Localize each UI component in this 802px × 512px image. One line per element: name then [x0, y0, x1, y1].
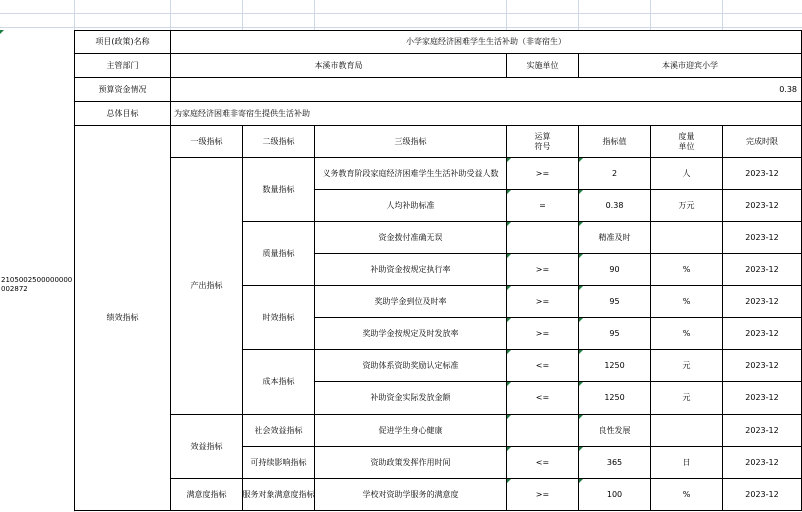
row-deadline[interactable]: 2023-12: [722, 253, 802, 286]
row-unit[interactable]: 日: [650, 446, 723, 479]
lvl2-timeliness[interactable]: 时效指标: [242, 285, 315, 350]
cell-marker: [579, 318, 583, 322]
grid-row-line: [0, 13, 802, 14]
lvl1-output[interactable]: 产出指标: [170, 157, 243, 415]
header-value[interactable]: 指标值: [578, 125, 651, 158]
row-unit[interactable]: [650, 414, 723, 447]
row-deadline[interactable]: 2023-12: [722, 157, 802, 190]
row-operator[interactable]: >=: [506, 157, 579, 190]
cell-marker: [507, 479, 511, 483]
row-value[interactable]: 2: [578, 157, 651, 190]
row-operator[interactable]: <=: [506, 349, 579, 382]
row-operator[interactable]: =: [506, 189, 579, 222]
lvl2-service[interactable]: 服务对象满意度指标: [242, 478, 315, 511]
project-name-value[interactable]: 小学家庭经济困难学生生活补助（非寄宿生）: [170, 30, 802, 54]
cell-marker: [0, 30, 4, 34]
row-operator[interactable]: >=: [506, 478, 579, 511]
row-indicator[interactable]: 补助资金实际发放金额: [314, 381, 507, 415]
row-operator[interactable]: [506, 221, 579, 254]
cell-marker: [507, 415, 511, 419]
row-indicator[interactable]: 资助体系资助奖励认定标准: [314, 349, 507, 382]
row-deadline[interactable]: 2023-12: [722, 414, 802, 447]
header-op[interactable]: 运算 符号: [506, 125, 579, 158]
header-unit[interactable]: 度量 单位: [650, 125, 723, 158]
goal-label[interactable]: 总体目标: [74, 101, 171, 126]
cell-marker: [579, 286, 583, 290]
row-value[interactable]: 1250: [578, 349, 651, 382]
goal-value[interactable]: 为家庭经济困难非寄宿生提供生活补助: [170, 101, 802, 126]
lvl1-satisfaction[interactable]: 满意度指标: [170, 478, 243, 511]
row-deadline[interactable]: 2023-12: [722, 478, 802, 511]
row-indicator[interactable]: 补助资金按规定执行率: [314, 253, 507, 286]
row-unit[interactable]: [650, 221, 723, 254]
row-indicator[interactable]: 资助政策发挥作用时间: [314, 446, 507, 479]
header-lvl3[interactable]: 三级指标: [314, 125, 507, 158]
grid-col-line: [242, 0, 243, 30]
lvl2-quantity[interactable]: 数量指标: [242, 157, 315, 222]
cell-marker: [579, 447, 583, 451]
cell-marker: [579, 222, 583, 226]
row-operator[interactable]: [506, 414, 579, 447]
cell-marker: [507, 286, 511, 290]
row-operator[interactable]: <=: [506, 381, 579, 415]
grid-col-line: [506, 0, 507, 30]
cell-marker: [579, 158, 583, 162]
row-value[interactable]: 365: [578, 446, 651, 479]
row-indicator[interactable]: 奖助学金到位及时率: [314, 285, 507, 318]
cell-marker: [579, 479, 583, 483]
lvl2-social[interactable]: 社会效益指标: [242, 414, 315, 447]
impl-value[interactable]: 本溪市迎宾小学: [578, 53, 802, 78]
row-deadline[interactable]: 2023-12: [722, 381, 802, 415]
grid-row-line: [0, 27, 802, 28]
row-indicator[interactable]: 人均补助标准: [314, 189, 507, 222]
row-operator[interactable]: <=: [506, 446, 579, 479]
cell-marker: [507, 222, 511, 226]
impl-label[interactable]: 实施单位: [506, 53, 579, 78]
row-indicator[interactable]: 促进学生身心健康: [314, 414, 507, 447]
row-unit[interactable]: %: [650, 253, 723, 286]
lvl2-quality[interactable]: 质量指标: [242, 221, 315, 286]
side-code: 2105002500000000002872: [1, 276, 73, 293]
project-name-label[interactable]: 项目(政策)名称: [74, 30, 171, 54]
row-value[interactable]: 精准及时: [578, 221, 651, 254]
cell-marker: [507, 254, 511, 258]
row-operator[interactable]: >=: [506, 285, 579, 318]
dept-label[interactable]: 主管部门: [74, 53, 171, 78]
header-lvl1[interactable]: 一级指标: [170, 125, 243, 158]
grid-col-line: [314, 0, 315, 30]
cell-marker: [579, 190, 583, 194]
grid-col-line: [170, 0, 171, 30]
cell-marker: [579, 415, 583, 419]
cell-marker: [507, 382, 511, 386]
budget-label[interactable]: 预算资金情况: [74, 77, 171, 102]
perf-label[interactable]: 绩效指标: [74, 125, 171, 511]
lvl2-sustainable[interactable]: 可持续影响指标: [242, 446, 315, 479]
dept-value[interactable]: 本溪市教育局: [170, 53, 507, 78]
cell-marker: [507, 318, 511, 322]
cell-marker: [507, 158, 511, 162]
header-lvl2[interactable]: 二级指标: [242, 125, 315, 158]
lvl1-benefit[interactable]: 效益指标: [170, 414, 243, 479]
row-value[interactable]: 0.38: [578, 189, 651, 222]
row-deadline[interactable]: 2023-12: [722, 446, 802, 479]
row-deadline[interactable]: 2023-12: [722, 349, 802, 382]
cell-marker: [579, 254, 583, 258]
grid-col-line: [650, 0, 651, 30]
cell-marker: [507, 447, 511, 451]
cell-marker: [579, 382, 583, 386]
row-deadline[interactable]: 2023-12: [722, 285, 802, 318]
header-time[interactable]: 完成时限: [722, 125, 802, 158]
budget-value[interactable]: 0.38: [170, 77, 802, 102]
row-value[interactable]: 95: [578, 317, 651, 350]
row-unit[interactable]: 元: [650, 381, 723, 415]
row-value[interactable]: 90: [578, 253, 651, 286]
row-unit[interactable]: 人: [650, 157, 723, 190]
row-deadline[interactable]: 2023-12: [722, 221, 802, 254]
cell-marker: [579, 350, 583, 354]
row-unit[interactable]: 万元: [650, 189, 723, 222]
row-value[interactable]: 1250: [578, 381, 651, 415]
lvl2-cost[interactable]: 成本指标: [242, 349, 315, 415]
row-value[interactable]: 良性发展: [578, 414, 651, 447]
row-value[interactable]: 95: [578, 285, 651, 318]
row-indicator[interactable]: 资金拨付准确无误: [314, 221, 507, 254]
row-operator[interactable]: >=: [506, 317, 579, 350]
row-operator[interactable]: >=: [506, 253, 579, 286]
row-indicator[interactable]: 学校对资助学服务的满意度: [314, 478, 507, 511]
row-unit[interactable]: %: [650, 478, 723, 511]
row-indicator[interactable]: 奖助学金按规定及时发放率: [314, 317, 507, 350]
row-deadline[interactable]: 2023-12: [722, 189, 802, 222]
row-unit[interactable]: %: [650, 285, 723, 318]
cell-marker: [507, 190, 511, 194]
cell-marker: [507, 350, 511, 354]
row-value[interactable]: 100: [578, 478, 651, 511]
grid-col-line: [578, 0, 579, 30]
row-unit[interactable]: %: [650, 317, 723, 350]
row-indicator[interactable]: 义务教育阶段家庭经济困难学生生活补助受益人数: [314, 157, 507, 190]
row-deadline[interactable]: 2023-12: [722, 317, 802, 350]
grid-col-line: [722, 0, 723, 30]
row-unit[interactable]: 元: [650, 349, 723, 382]
